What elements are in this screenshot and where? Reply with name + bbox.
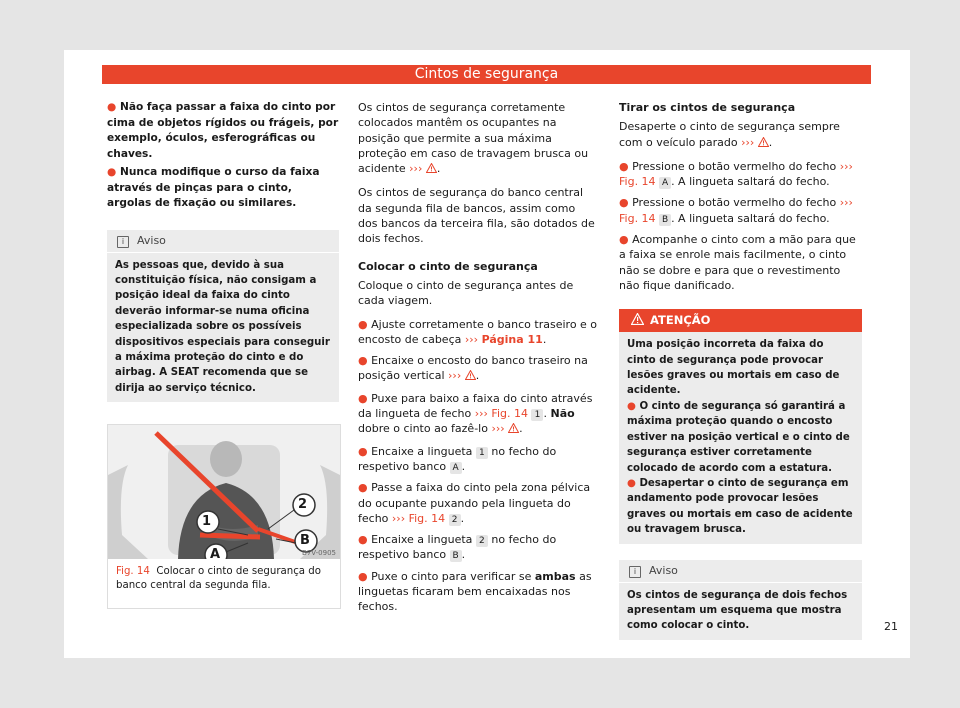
note-header (619, 560, 862, 583)
warning-body (619, 332, 862, 537)
subheading: Colocar o cinto de segurança (358, 259, 538, 273)
list-item: ● Encaixe a lingueta 2 no fecho do respetivo banco B . (358, 533, 557, 562)
warning-header (619, 309, 862, 332)
marker-badge: B (450, 550, 462, 562)
warning-icon (758, 136, 769, 151)
figure-link[interactable]: ››› Fig. 14 (619, 159, 853, 189)
page-number: 21 (884, 620, 898, 633)
list-item: ● Encaixe a lingueta 1 no fecho do respetivo banco A . (358, 444, 557, 473)
figure-14 (107, 424, 341, 609)
note-text: Os cintos de segurança de dois fechos apresentam um esquema que mostra como colocar o cinto. (627, 589, 848, 632)
list-item (358, 569, 598, 615)
figure-ref[interactable]: Fig. 14 (408, 511, 446, 525)
text: Os cintos de segurança corretamente colocados mantêm os ocupantes na posição que permite a sua máxima proteção em caso de travagem brusca ou acidente (358, 101, 589, 176)
list-item (107, 165, 339, 212)
warning-icon (508, 422, 519, 437)
bullet-icon: ● (358, 444, 368, 458)
text: Encaixe a lingueta (371, 444, 473, 458)
seatbelt-illustration (108, 425, 340, 562)
figure-link[interactable]: ››› Fig. 14 (619, 196, 853, 225)
bullet-icon: ● (107, 166, 117, 178)
list-item (619, 232, 862, 293)
marker-badge: A (659, 177, 671, 189)
list-item: ● Passe a faixa do cinto pela zona pélvica do ocupante puxando pela lingueta do fecho ››› Fig. 14 2 . (358, 481, 591, 525)
bullet-icon: ● (619, 159, 629, 173)
text: as linguetas ficaram bem encaixadas nos fechos. (358, 569, 592, 614)
column-right (619, 100, 862, 640)
text: Ajuste corretamente o banco traseiro e o encosto de cabeça (358, 317, 598, 346)
bullet-icon: ● (627, 477, 636, 489)
warning-icon (631, 310, 644, 333)
bullet-icon: ● (619, 196, 629, 210)
marker-badge: 2 (449, 514, 461, 526)
text: dobre o cinto ao fazê-lo (358, 422, 488, 436)
marker-badge: B (659, 214, 671, 226)
text: . A lingueta saltará do fecho. (671, 211, 830, 225)
bullet-text: Não faça passar a faixa do cinto por cima de objetos rígidos ou frágeis, por exemplo, óculos, esferográficas ou chaves. (107, 101, 339, 160)
marker-badge: A (450, 462, 462, 474)
warning-text: O cinto de segurança só garantirá a máxima proteção quando o encosto estiver na posição vertical e o cinto de segurança estiver corretamente colocado de acordo com a estatura. (627, 400, 850, 474)
bullet-icon: ● (358, 354, 368, 368)
list-item: ● Encaixe o encosto do banco traseiro na posição vertical ››› . (358, 353, 598, 385)
warning-title: ATENÇÃO (650, 313, 711, 328)
marker-badge: 1 (476, 447, 488, 459)
figure-ref[interactable]: Fig. 14 (619, 211, 656, 225)
text: no fecho do respetivo banco (358, 533, 557, 562)
bullet-icon: ● (358, 533, 368, 547)
list-item (627, 476, 854, 538)
list-item: ● Ajuste corretamente o banco traseiro e o encosto de cabeça ››› Página 11. (358, 317, 598, 346)
column-middle (358, 100, 598, 621)
text: Encaixe o encosto do banco traseiro na posição vertical (358, 354, 588, 383)
warning-text: Desapertar o cinto de segurança em andamento pode provocar lesões graves ou mortais em caso de acidente ou travagem brusca. (627, 477, 853, 536)
list-item (619, 195, 862, 226)
page-link[interactable]: Página 11 (481, 332, 543, 346)
figure-code: B7V-0905 (302, 549, 336, 557)
caption-text: Colocar o cinto de segurança do banco central da segunda fila. (116, 566, 321, 591)
note-title: Aviso (649, 563, 678, 577)
emphasis: ambas (534, 569, 576, 583)
text: Pressione o botão vermelho do fecho (632, 196, 837, 210)
info-icon: i (629, 566, 641, 578)
figure-caption (116, 565, 334, 592)
info-icon: i (117, 236, 129, 248)
paragraph: Coloque o cinto de segurança antes de cada viagem. (358, 278, 574, 308)
ref-arrow: ››› (448, 369, 462, 383)
warning-box (619, 309, 862, 543)
figure-ref[interactable]: Fig. 14 (619, 175, 656, 189)
bullet-icon: ● (358, 569, 368, 583)
text: Encaixe a lingueta (371, 533, 473, 547)
marker-badge: 2 (476, 535, 488, 547)
marker-2: 2 (298, 497, 308, 512)
note-box (619, 560, 862, 640)
manual-page (64, 50, 910, 658)
text: Acompanhe o cinto com a mão para que a faixa se enrole mais facilmente, o cinto não se dobre e para que o revestimento não fique danificado. (619, 233, 856, 292)
subheading: Tirar os cintos de segurança (619, 101, 796, 114)
text: Pressione o botão vermelho do fecho (632, 159, 837, 173)
bullet-icon: ● (627, 400, 636, 412)
bullet-icon: ● (358, 391, 368, 405)
paragraph: Desaperte o cinto de segurança sempre com o veículo parado ››› . (619, 119, 862, 151)
list-item (107, 100, 339, 162)
figure-ref[interactable]: Fig. 14 (491, 407, 528, 421)
ref-arrow: ››› (409, 162, 423, 176)
marker-badge: 1 (531, 409, 543, 421)
list-item (627, 399, 854, 476)
note-header (107, 230, 339, 253)
bullet-icon: ● (107, 101, 117, 113)
cross-reference-link[interactable]: ››› Página 11 (464, 332, 543, 346)
ref-arrow: ››› (741, 135, 755, 149)
note-title: Aviso (137, 233, 166, 247)
bullet-text: Nunca modifique o curso da faixa através de pinças para o cinto, argolas de fixação ou similares. (107, 166, 320, 209)
figure-link[interactable]: ››› Fig. 14 (391, 511, 446, 525)
bullet-icon: ● (358, 481, 368, 495)
bullet-icon: ● (619, 233, 629, 247)
list-item (619, 159, 862, 190)
figure-link[interactable]: ››› Fig. 14 (474, 407, 528, 421)
warning-icon (426, 162, 437, 177)
marker-1: 1 (202, 514, 212, 529)
marker-A: A (210, 547, 221, 562)
ref-arrow: ››› (491, 422, 505, 436)
note-box (107, 230, 339, 403)
paragraph: Os cintos de segurança do banco central da segunda fila de bancos, assim como dos bancos da terceira fila, são dotados de dois fechos. (358, 186, 595, 246)
text: Desaperte o cinto de segurança sempre com o veículo parado (619, 120, 840, 149)
text: Puxe o cinto para verificar se (371, 569, 532, 583)
warning-text: Uma posição incorreta da faixa do cinto de segurança pode provocar lesões graves ou mortais em caso de acidente. (627, 339, 840, 397)
text: Passe a faixa do cinto pela zona pélvica do ocupante puxando pela lingueta do fecho (358, 481, 591, 525)
emphasis: Não (550, 407, 575, 421)
note-text: As pessoas que, devido à sua constituição física, não consigam a posição ideal da faixa do cinto deverão informar-se numa oficina especializada sobre os possíveis dispositivos especiais para conseguir a máxima proteção do cinto e do airbag. A SEAT recomenda que se dirija ao serviço técnico. (115, 259, 330, 394)
text: no fecho do respetivo banco (358, 444, 557, 473)
page-header: Cintos de segurança (102, 65, 871, 84)
bullet-icon: ● (358, 317, 368, 331)
text: . A lingueta saltará do fecho. (671, 175, 830, 189)
figure-label: Fig. 14 (116, 566, 150, 577)
paragraph: Os cintos de segurança corretamente colocados mantêm os ocupantes na posição que permite a sua máxima proteção em caso de travagem brusca ou acidente ››› . (358, 100, 598, 177)
list-item: ● Puxe para baixo a faixa do cinto através da lingueta de fecho ››› Fig. 14 1 . Não dobre o cinto ao fazê-lo ››› . (358, 391, 598, 438)
marker-B: B (300, 533, 310, 548)
warning-icon (465, 369, 476, 384)
text: Puxe para baixo a faixa do cinto através da lingueta de fecho (358, 391, 593, 421)
